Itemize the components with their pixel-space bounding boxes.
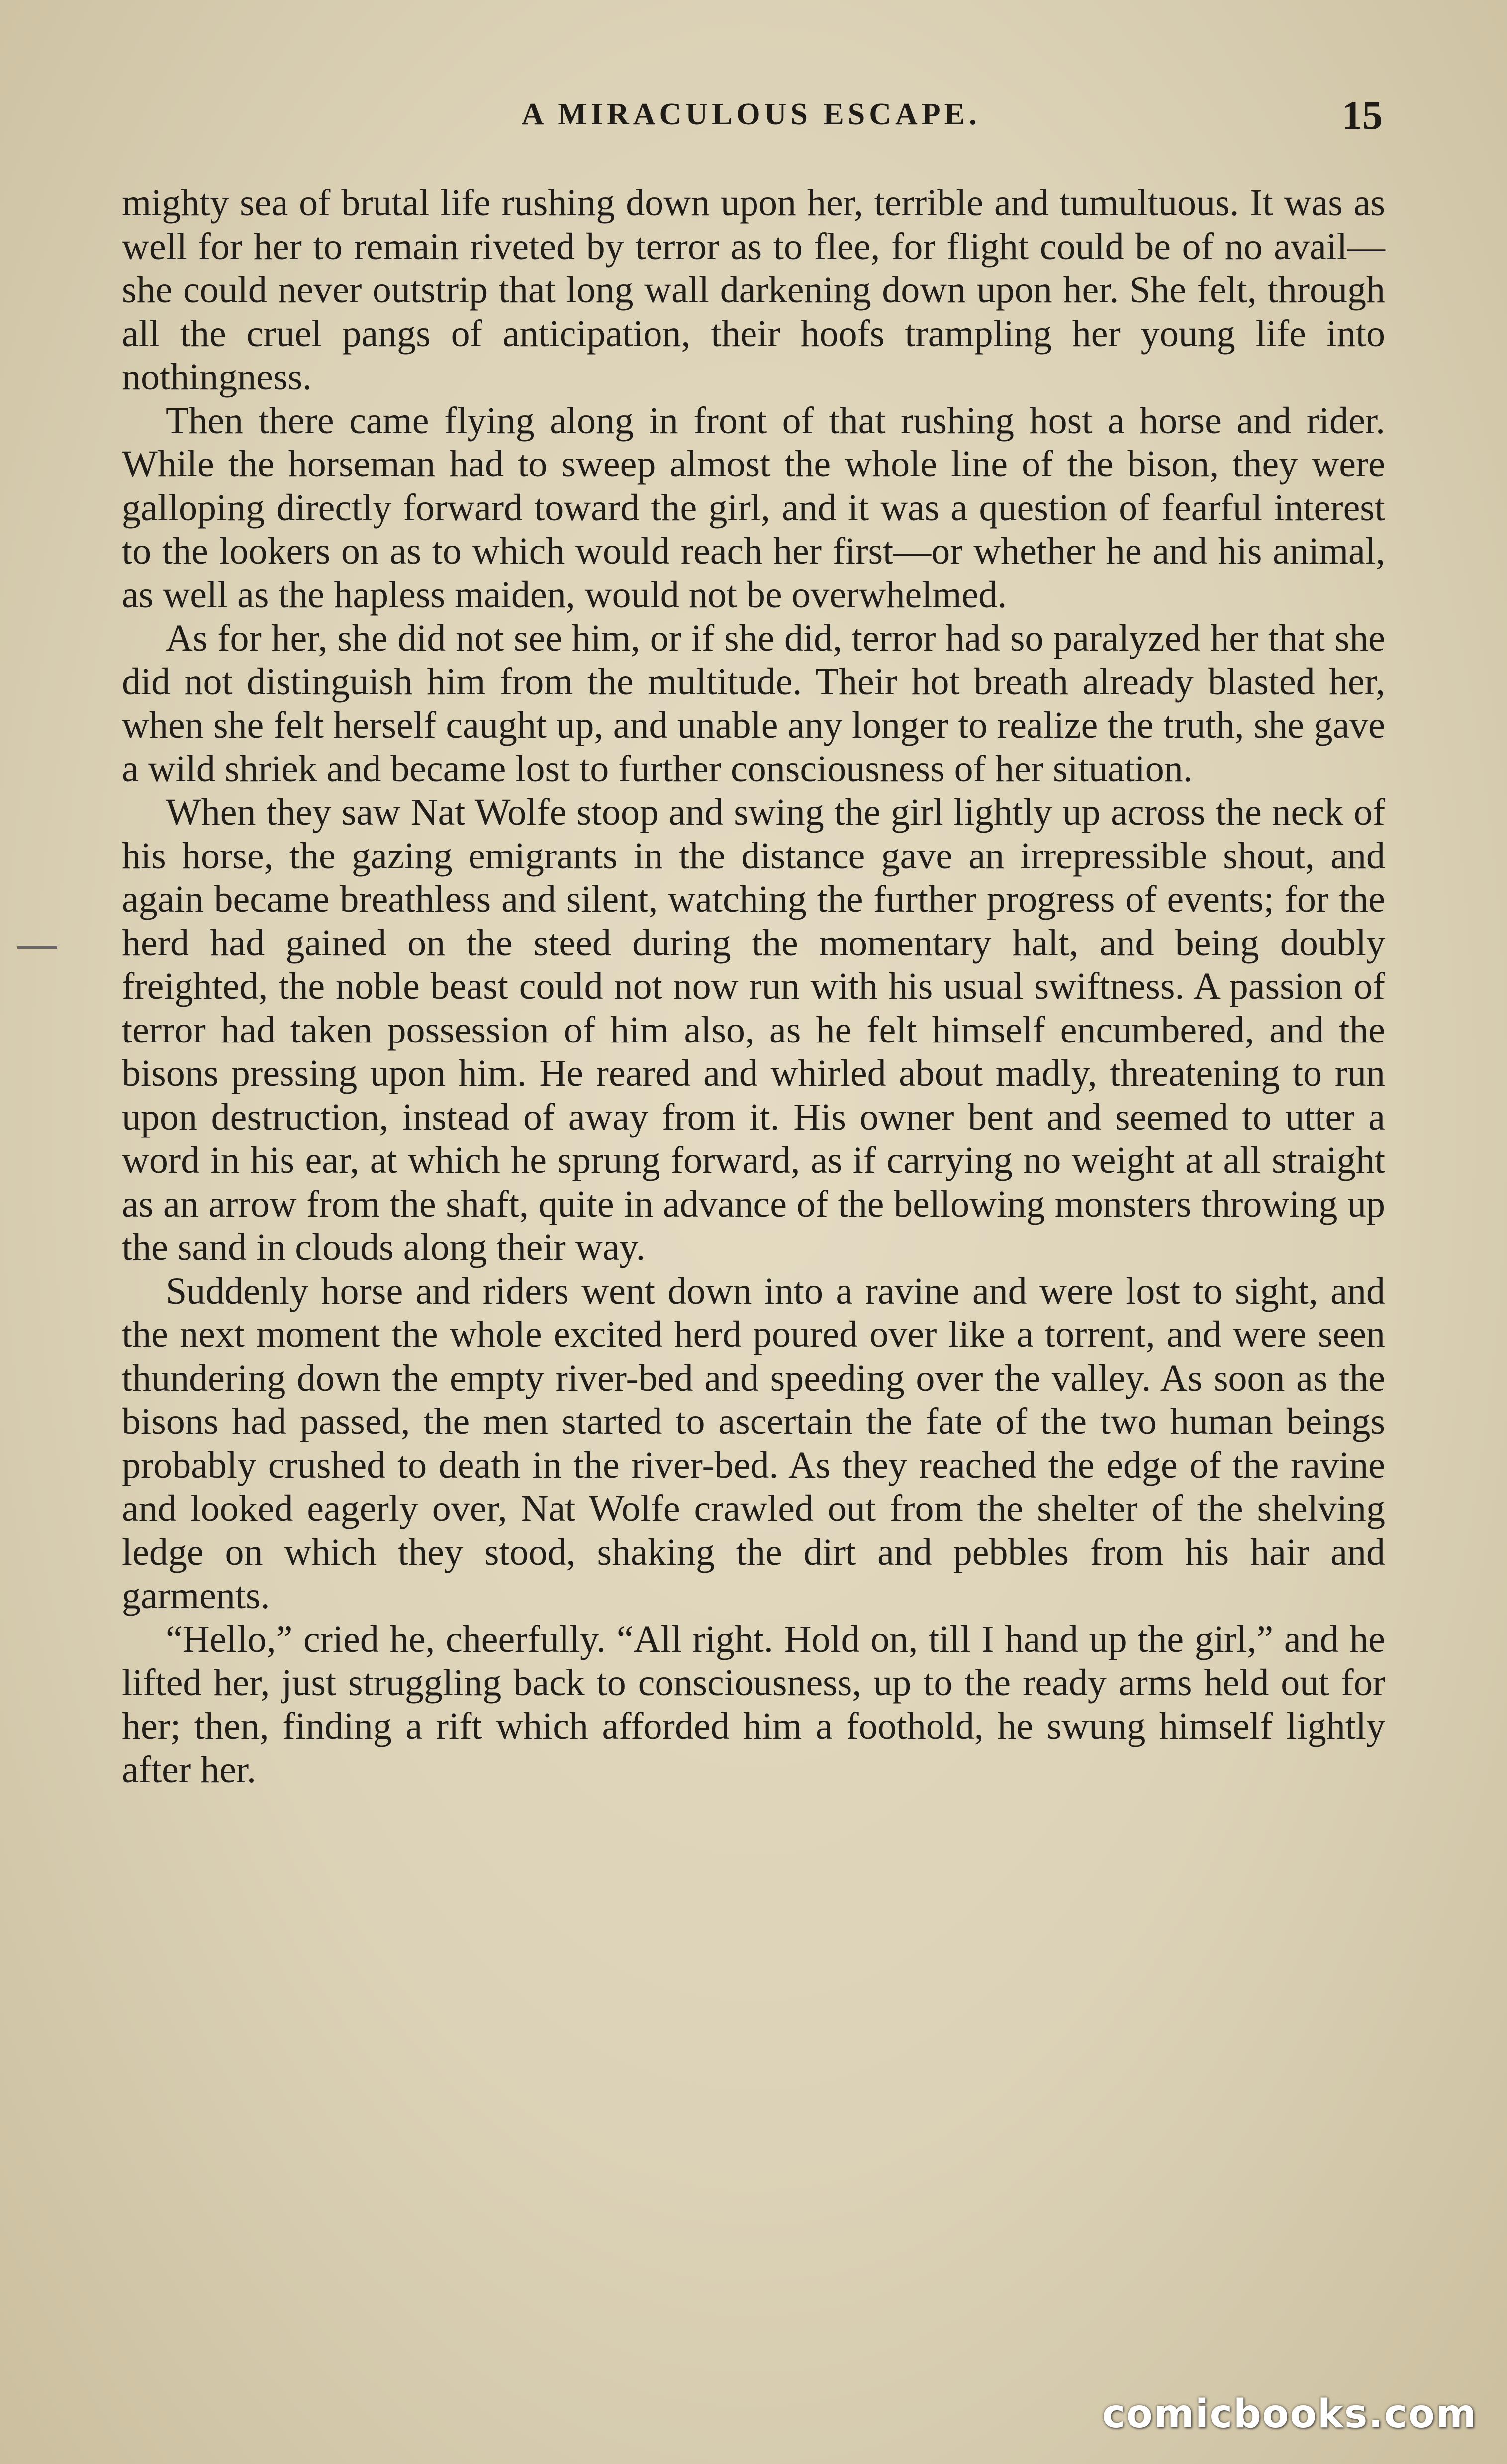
paragraph-3: As for her, she did not see him, or if she did, terror had so paralyzed her that she did not distinguish him from the multitude. Their hot breath already blasted her, when she felt herself caught up, and unable any longer to realize the truth, she gave a wild shriek and became lost to further consciousness of her situation. [122, 617, 1385, 790]
running-title: A MIRACULOUS ESCAPE. [521, 97, 981, 131]
paragraph-1: mighty sea of brutal life rushing down upon her, terrible and tumultuous. It was as well for her to remain riveted by terror as to flee, for flight could be of no avail—she could never outstrip that long wall darkening down upon her. She felt, through all the cruel pangs of anticipation, their hoofs trampling her young life into nothingness. [122, 182, 1385, 398]
page-number: 15 [1342, 93, 1383, 138]
margin-pencil-mark [17, 946, 57, 949]
paragraph-2: Then there came flying along in front of that rushing host a horse and rider. While the horseman had to sweep almost the whole line of the bison, they were galloping directly forward toward the girl, and it was a question of fearful interest to the lookers on as to which would reach her first—or whether he and his animal, as well as the hapless maiden, would not be overwhelmed. [122, 399, 1385, 616]
paragraph-6: “Hello,” cried he, cheerfully. “All right. Hold on, till I hand up the girl,” and he lifted her, just struggling back to consciousness, up to the ready arms held out for her; then, finding a rift which afforded him a foothold, he swung himself lightly after her. [122, 1618, 1385, 1791]
paragraph-4: When they saw Nat Wolfe stoop and swing the girl lightly up across the neck of his horse, the gazing emigrants in the distance gave an irrepressible shout, and again became breathless and silent, watching the further progress of events; for the herd had gained on the steed during the momentary halt, and being doubly freighted, the noble beast could not now run with his usual swiftness. A passion of terror had taken possession of him also, as he felt himself encumbered, and the bisons pressing upon him. He reared and whirled about madly, threatening to run upon destruction, instead of away from it. His owner bent and seemed to utter a word in his ear, at which he sprung forward, as if carrying no weight at all straight as an arrow from the shaft, quite in advance of the bellowing monsters throwing up the sand in clouds along their way. [122, 791, 1385, 1268]
page-header [119, 92, 1383, 147]
paragraph-5: Suddenly horse and riders went down into a ravine and were lost to sight, and the next moment the whole excited herd poured over like a torrent, and were seen thundering down the empty river-bed and speeding over the valley. As soon as the bisons had passed, the men started to ascertain the fate of the two human beings probably crushed to death in the river-bed. As they reached the edge of the ravine and looked eagerly over, Nat Wolfe crawled out from the shelter of the shelving ledge on which they stood, shaking the dirt and pebbles from his hair and garments. [122, 1270, 1385, 1616]
body-text [122, 182, 1385, 1792]
watermark: comicbooks.com [1102, 2392, 1477, 2437]
